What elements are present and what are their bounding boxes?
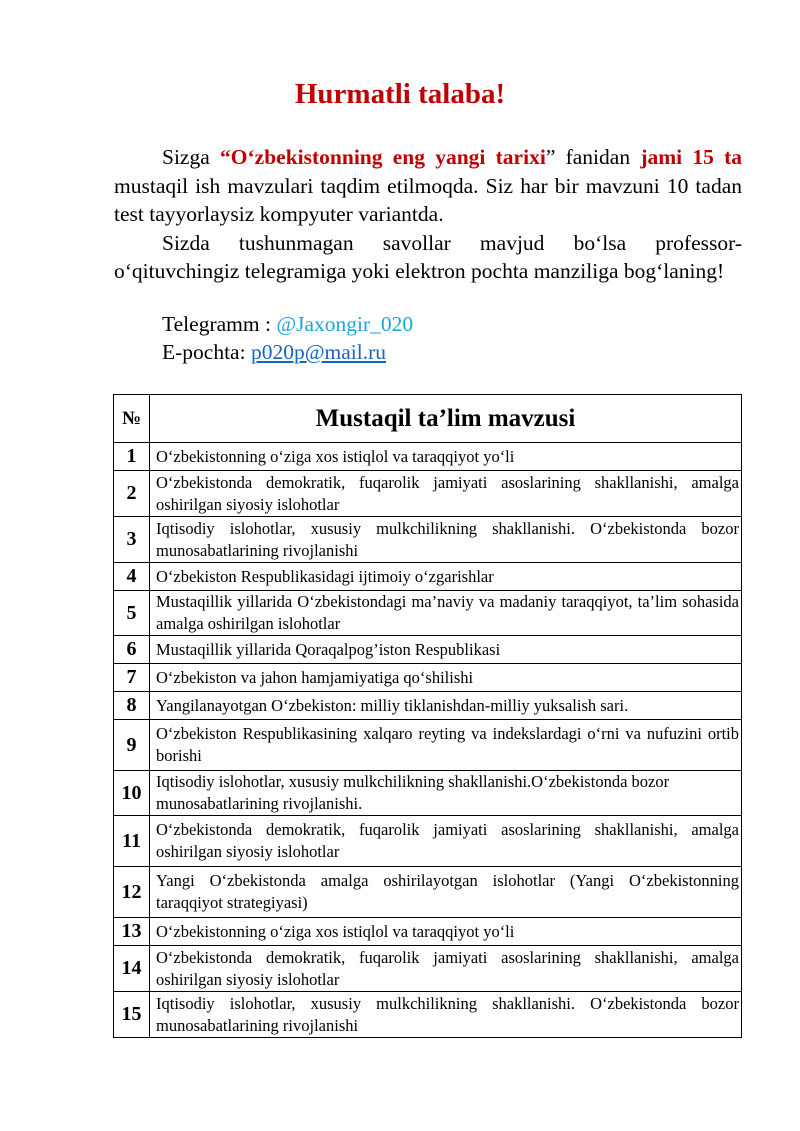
row-number: 7 bbox=[114, 664, 150, 692]
table-row bbox=[114, 517, 742, 563]
row-number: 15 bbox=[114, 992, 150, 1038]
row-topic: O‘zbekiston va jahon hamjamiyatiga qo‘shilishi bbox=[150, 664, 742, 692]
row-topic: Iqtisodiy islohotlar, xususiy mulkchilikning shakllanishi. O‘zbekistonda bozor munosabatlarining rivojlanishi bbox=[150, 517, 742, 563]
row-topic: Mustaqillik yillarida Qoraqalpog’iston Respublikasi bbox=[150, 636, 742, 664]
telegram-line bbox=[162, 310, 413, 338]
row-topic: O‘zbekiston Respublikasidagi ijtimoiy o‘zgarishlar bbox=[150, 563, 742, 591]
row-number: 2 bbox=[114, 471, 150, 517]
table-row bbox=[114, 664, 742, 692]
table-header-row bbox=[114, 395, 742, 443]
table-row bbox=[114, 591, 742, 636]
table-row bbox=[114, 867, 742, 918]
table-row bbox=[114, 918, 742, 946]
email-line bbox=[162, 338, 386, 366]
table-row bbox=[114, 771, 742, 816]
email-link[interactable]: p020p@mail.ru bbox=[250, 340, 386, 364]
row-topic: Yangi O‘zbekistonda amalga oshirilayotgan islohotlar (Yangi O‘zbekistonning taraqqiyot strategiyasi) bbox=[150, 867, 742, 918]
topic-count: jami 15 ta bbox=[640, 145, 742, 169]
row-topic: Iqtisodiy islohotlar, xususiy mulkchilikning shakllanishi. O‘zbekistonda bozor munosabatlarining rivojlanishi bbox=[150, 992, 742, 1038]
row-number: 8 bbox=[114, 692, 150, 720]
course-name: “O‘zbekistonning eng yangi tarixi bbox=[220, 145, 546, 169]
table-row bbox=[114, 720, 742, 771]
table-row bbox=[114, 946, 742, 992]
row-topic: O‘zbekistonning o‘ziga xos istiqlol va taraqqiyot yo‘li bbox=[150, 443, 742, 471]
row-number: 11 bbox=[114, 816, 150, 867]
row-number: 4 bbox=[114, 563, 150, 591]
table-row bbox=[114, 636, 742, 664]
header-topic: Mustaqil ta’lim mavzusi bbox=[150, 395, 742, 443]
row-topic: O‘zbekistonda demokratik, fuqarolik jamiyati asoslarining shakllanishi, amalga oshirilgan siyosiy islohotlar bbox=[150, 471, 742, 517]
row-number: 5 bbox=[114, 591, 150, 636]
row-topic: Iqtisodiy islohotlar, xususiy mulkchilikning shakllanishi.O‘zbekistonda bozor munosabatlarining rivojlanishi. bbox=[150, 771, 742, 816]
row-number: 10 bbox=[114, 771, 150, 816]
telegram-handle[interactable]: @Jaxongir_020 bbox=[276, 312, 414, 336]
table-row bbox=[114, 563, 742, 591]
intro-paragraph-2: Sizda tushunmagan savollar mavjud bo‘lsa professor-o‘qituvchingiz telegramiga yoki elektron pochta manziliga bog‘laning! bbox=[114, 230, 742, 284]
row-topic: O‘zbekistonda demokratik, fuqarolik jamiyati asoslarining shakllanishi, amalga oshirilgan siyosiy islohotlar bbox=[150, 816, 742, 867]
table-row bbox=[114, 816, 742, 867]
intro-paragraph-1 bbox=[114, 143, 742, 229]
row-topic: O‘zbekiston Respublikasining xalqaro reyting va indekslardagi o‘rni va nufuzini ortib borishi bbox=[150, 720, 742, 771]
row-topic: O‘zbekistonning o‘ziga xos istiqlol va taraqqiyot yo‘li bbox=[150, 918, 742, 946]
row-topic: Yangilanayotgan O‘zbekiston: milliy tiklanishdan-milliy yuksalish sari. bbox=[150, 692, 742, 720]
intro-text-c: mustaqil ish mavzulari taqdim etilmoqda. Siz har bir mavzuni 10 tadan test tayyorlaysiz kompyuter variantda. bbox=[114, 173, 742, 227]
intro-text-a: Sizga bbox=[162, 145, 221, 169]
row-number: 12 bbox=[114, 867, 150, 918]
email-label: E-pochta: bbox=[162, 340, 251, 364]
table-row bbox=[114, 692, 742, 720]
row-number: 3 bbox=[114, 517, 150, 563]
table-row bbox=[114, 471, 742, 517]
row-number: 9 bbox=[114, 720, 150, 771]
page-title: Hurmatli talaba! bbox=[294, 78, 506, 110]
table-row bbox=[114, 443, 742, 471]
row-topic: Mustaqillik yillarida O‘zbekistondagi ma’naviy va madaniy taraqqiyot, ta’lim sohasida amalga oshirilgan islohotlar bbox=[150, 591, 742, 636]
row-topic: O‘zbekistonda demokratik, fuqarolik jamiyati asoslarining shakllanishi, amalga oshirilgan siyosiy islohotlar bbox=[150, 946, 742, 992]
row-number: 1 bbox=[114, 443, 150, 471]
intro-text-b: ” fanidan bbox=[545, 145, 641, 169]
row-number: 14 bbox=[114, 946, 150, 992]
intro-text bbox=[114, 143, 742, 286]
topics-table bbox=[113, 394, 742, 1038]
header-number: № bbox=[114, 395, 150, 443]
table-row bbox=[114, 992, 742, 1038]
row-number: 13 bbox=[114, 918, 150, 946]
row-number: 6 bbox=[114, 636, 150, 664]
telegram-label: Telegramm : bbox=[162, 312, 277, 336]
